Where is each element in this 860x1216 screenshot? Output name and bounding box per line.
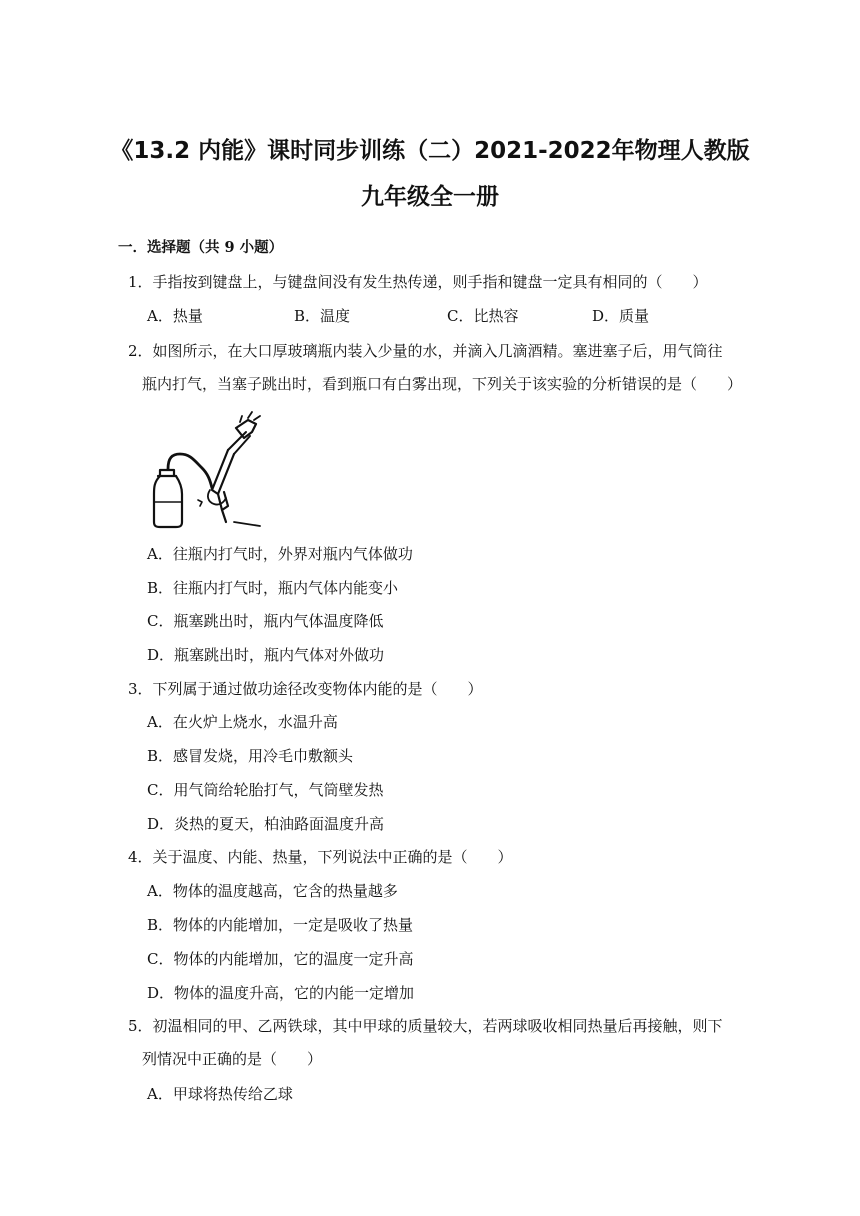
section-heading: 一．选择题（共 9 小题） — [118, 239, 284, 256]
question-1-option-c: C．比热容 — [447, 307, 519, 325]
question-2-option-a: A．往瓶内打气时，外界对瓶内气体做功 — [147, 545, 413, 563]
question-5-stem-line-2: 列情况中正确的是（ ） — [142, 1050, 323, 1068]
question-3-stem: 3．下列属于通过做功途径改变物体内能的是（ ） — [128, 680, 483, 698]
question-3-option-b: B．感冒发烧，用冷毛巾敷额头 — [147, 747, 354, 765]
question-2-option-b: B．往瓶内打气时，瓶内气体内能变小 — [147, 579, 399, 597]
question-2-stem-line-2: 瓶内打气，当塞子跳出时，看到瓶口有白雾出现，下列关于该实验的分析错误的是（ ） — [142, 375, 743, 393]
question-4-option-b: B．物体的内能增加，一定是吸收了热量 — [147, 916, 414, 934]
question-1-stem: 1．手指按到键盘上，与键盘间没有发生热传递，则手指和键盘一定具有相同的（ ） — [128, 273, 708, 291]
question-4-option-a: A．物体的温度越高，它含的热量越多 — [147, 882, 398, 900]
question-2-stem-line-1: 2．如图所示，在大口厚玻璃瓶内装入少量的水，并滴入几滴酒精。塞进塞子后，用气筒往 — [128, 342, 723, 360]
document-title-line-1: 《13.2 内能》课时同步训练（二）2021-2022年物理人教版 — [110, 138, 750, 164]
question-2-option-d: D．瓶塞跳出时，瓶内气体对外做功 — [147, 646, 385, 664]
question-4-option-c: C．物体的内能增加，它的温度一定升高 — [147, 950, 414, 968]
question-4-option-d: D．物体的温度升高，它的内能一定增加 — [147, 984, 415, 1002]
question-3-option-c: C．用气筒给轮胎打气，气筒壁发热 — [147, 781, 384, 799]
document-title-line-2: 九年级全一册 — [361, 184, 499, 210]
question-3-option-d: D．炎热的夏天，柏油路面温度升高 — [147, 815, 385, 833]
question-1-option-b: B．温度 — [294, 307, 351, 325]
question-2-option-c: C．瓶塞跳出时，瓶内气体温度降低 — [147, 612, 384, 630]
question-5-stem-line-1: 5．初温相同的甲、乙两铁球，其中甲球的质量较大，若两球吸收相同热量后再接触，则下 — [128, 1017, 723, 1035]
question-1-option-d: D．质量 — [592, 307, 650, 325]
question-5-option-a: A．甲球将热传给乙球 — [147, 1085, 293, 1103]
bottle-pump-figure — [148, 410, 270, 532]
question-3-option-a: A．在火炉上烧水，水温升高 — [147, 713, 338, 731]
question-1-option-a: A．热量 — [147, 307, 203, 325]
question-4-stem: 4．关于温度、内能、热量，下列说法中正确的是（ ） — [128, 848, 513, 866]
